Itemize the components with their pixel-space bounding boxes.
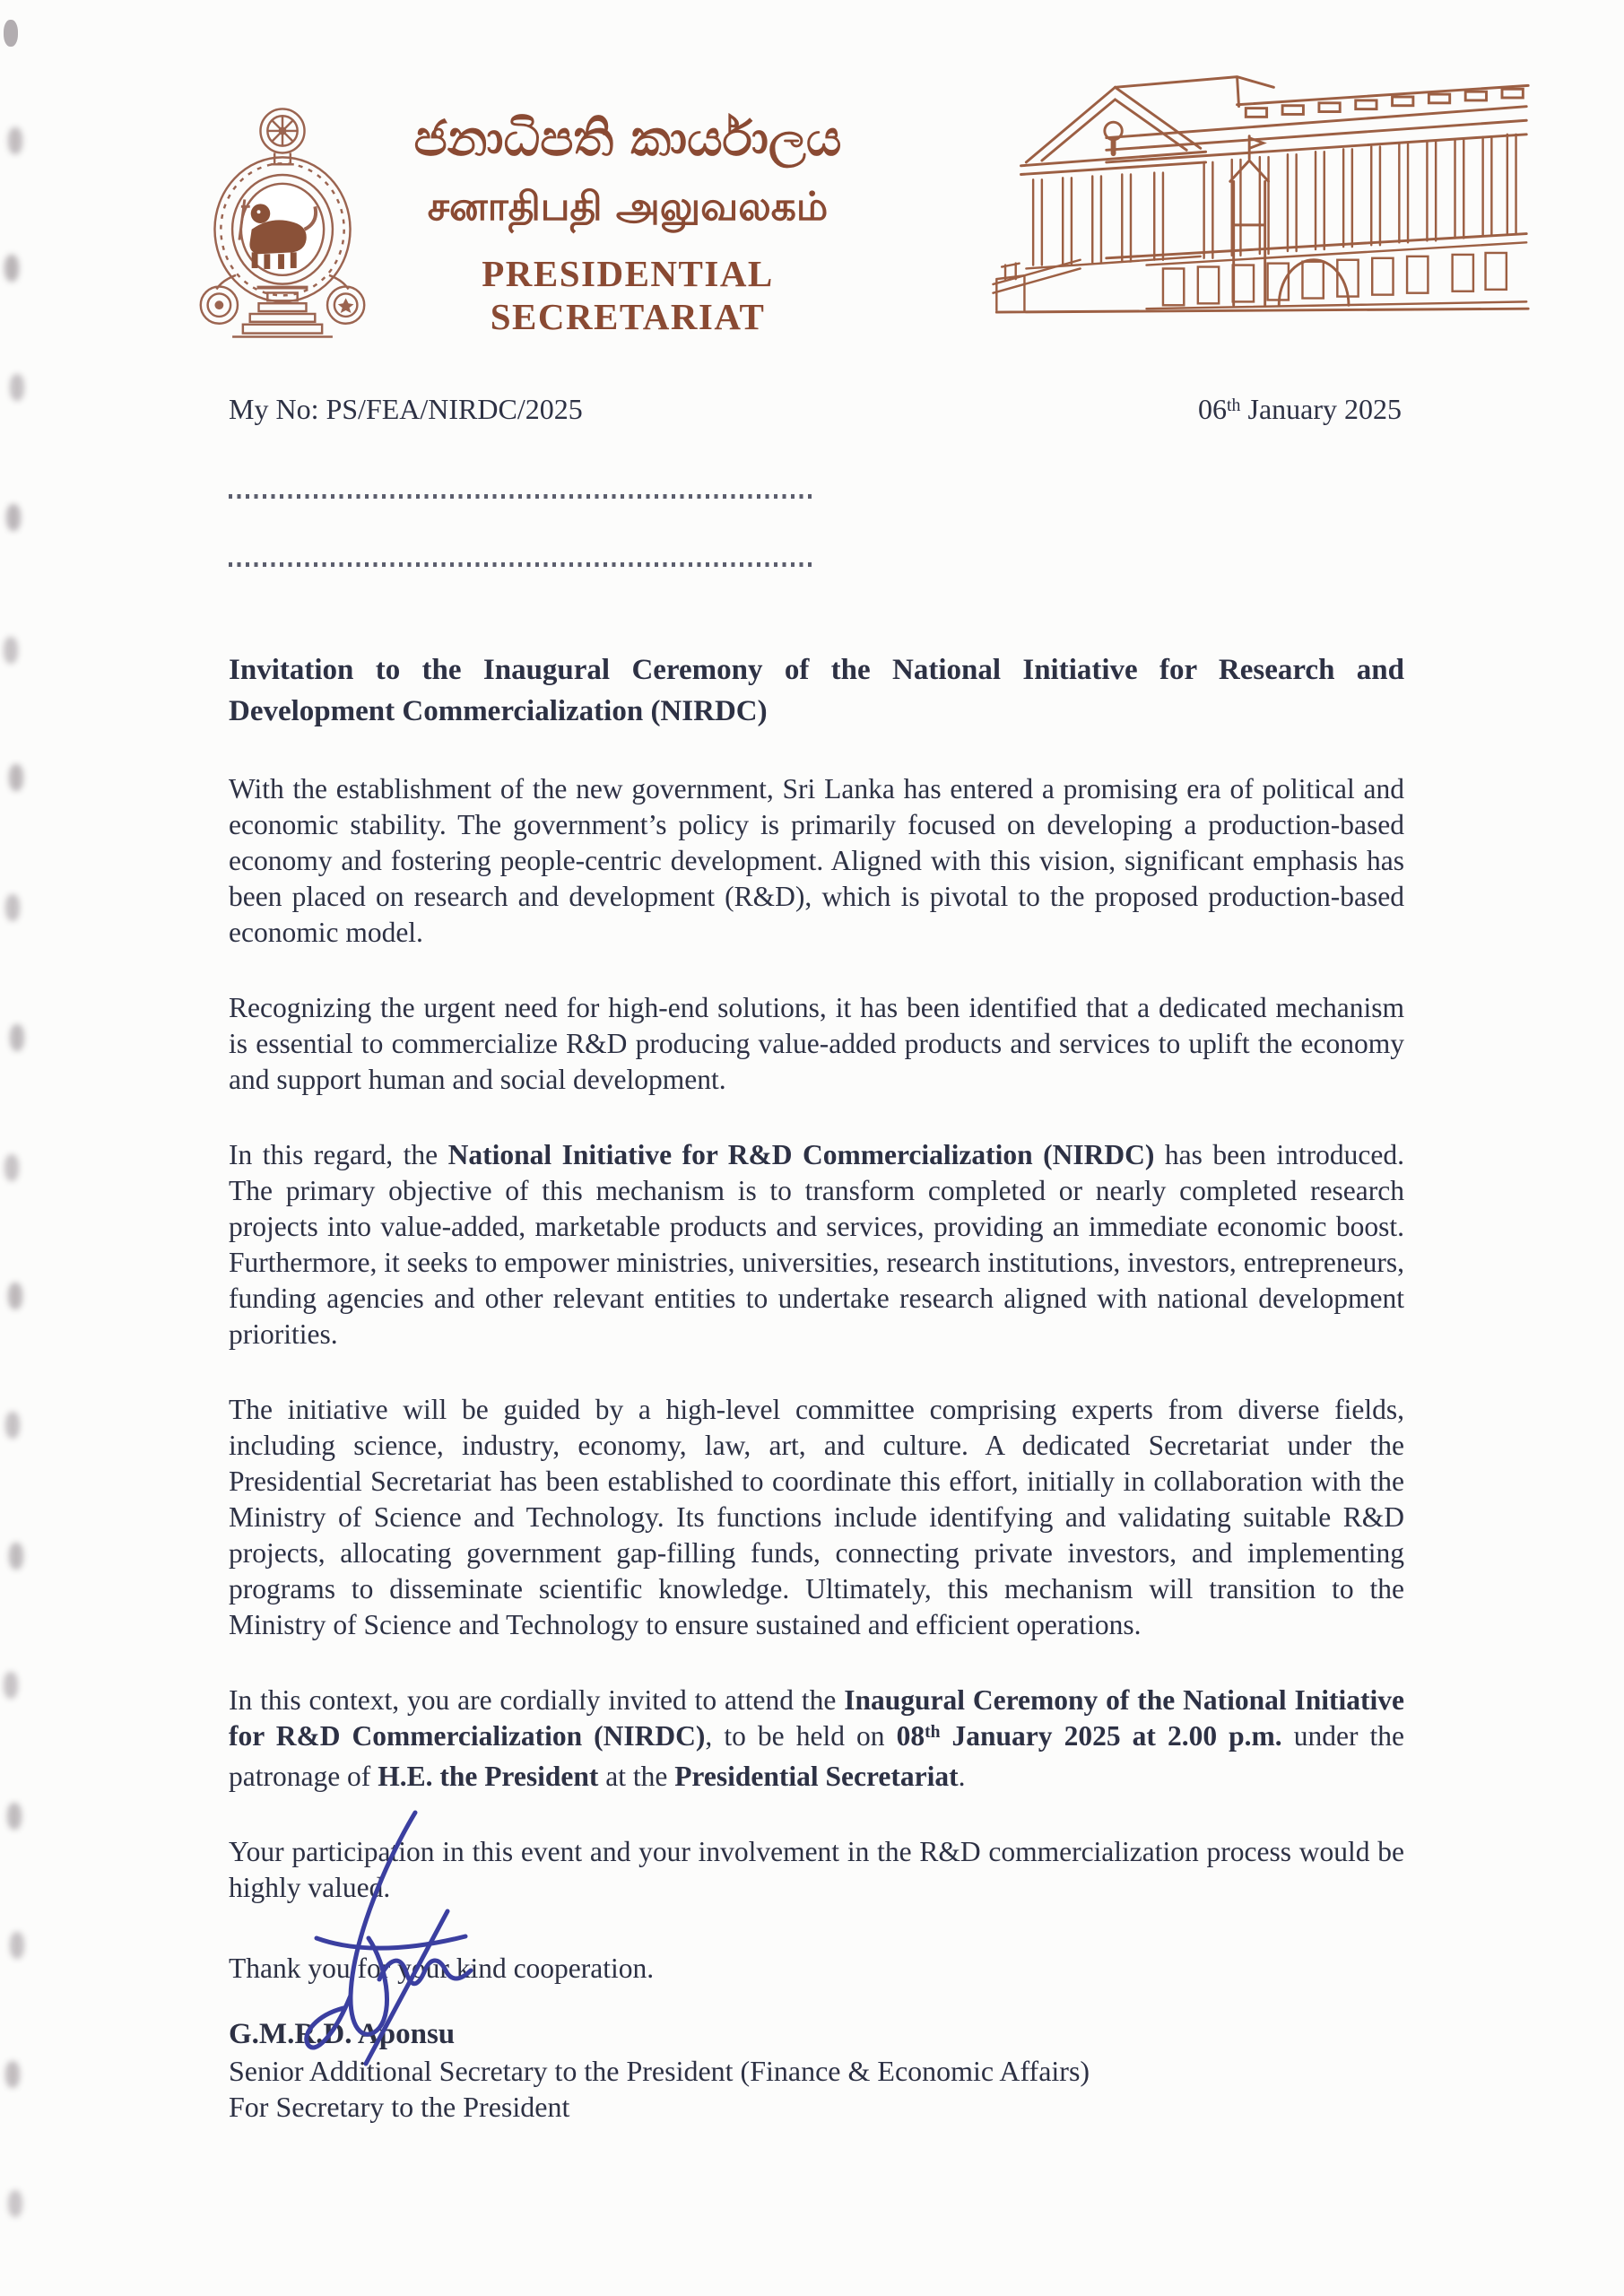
office-name-english: PRESIDENTIAL SECRETARIAT	[482, 252, 774, 337]
addressee-line-1	[229, 493, 816, 499]
signatory-title-2: For Secretary to the President	[229, 2091, 570, 2123]
dharmachakra-wheel-icon	[260, 109, 304, 152]
closing-thanks: Thank you for your kind cooperation.	[229, 1952, 655, 1984]
addressee-line-2	[229, 561, 816, 567]
building-sketch-icon	[976, 50, 1533, 330]
sri-lanka-emblem-icon	[190, 97, 375, 344]
letterhead	[0, 0, 1624, 377]
body-paragraph: The initiative will be guided by a high-level committee comprising experts from diverse fields, including science, industry, economy, law, art, and culture. A dedicated Secretariat under the Presidential Secretariat has been established to coordinate this effort, initially in collaboration with the Ministry of Science and Technology. Its functions include identifying and validating suitable R&D projects, allocating government gap-filling funds, connecting private investors, and implementing programs to disseminate scientific knowledge. Ultimately, this mechanism will transition to the Ministry of Science and Technology to ensure sustained and efficient operations.	[229, 1394, 1404, 1640]
letter-body	[229, 453, 1404, 2125]
letterhead-titles	[357, 109, 899, 338]
body-paragraph: Recognizing the urgent need for high-end solutions, it has been identified that a dedicated mechanism is essential to commercialize R&D producing value-added products and services to uplift the economy and support human and social development.	[229, 992, 1404, 1095]
reference-number: My No: PS/FEA/NIRDC/2025	[229, 393, 583, 425]
sun-disc-icon	[201, 287, 238, 324]
body-paragraph: In this context, you are cordially invited to attend the Inaugural Ceremony of the National Initiative for R&D Commercialization (NIRDC), to be held on 08th January 2025 at 2.00 p.m. under the patronage of H.E. the President at the Presidential Secretariat.	[229, 1684, 1405, 1792]
reference-row	[229, 393, 1402, 426]
body-paragraph: In this regard, the National Initiative for R&D Commercialization (NIRDC) has been introduced. The primary objective of this mechanism is to transform completed or nearly completed research projects into value-added, marketable products and services, providing an immediate economic boost. Furthermore, it seeks to empower ministries, universities, research institutions, investors, entrepreneurs, funding agencies and other relevant entities to undertake research aligned with national development priorities.	[229, 1139, 1404, 1350]
ground-line	[996, 309, 1528, 312]
signatory-title-1: Senior Additional Secretary to the President (Finance & Economic Affairs)	[229, 2055, 1090, 2087]
pedestal	[232, 288, 333, 337]
letter-date: 06th January 2025	[1198, 393, 1402, 425]
body-paragraph: Your participation in this event and your involvement in the R&D commercialization process would be highly valued.	[229, 1836, 1404, 1903]
subject-heading: Invitation to the Inaugural Ceremony of the National Initiative for Research and Development Commercialization (NIRDC)	[229, 654, 1404, 727]
body-paragraph: With the establishment of the new government, Sri Lanka has entered a promising era of political and economic stability. The government’s policy is primarily focused on developing a production-based economy and fostering people-centric development. Aligned with this vision, significant emphasis has been placed on research and development (R&D), which is pivotal to the proposed production-based economic model.	[229, 773, 1404, 948]
office-name-sinhala: ජනාධිපති කාර්යාලය	[413, 109, 842, 167]
signatory-name: G.M.R.D. Aponsu	[229, 2018, 456, 2050]
signature-block	[229, 2015, 1404, 2125]
office-name-tamil: சனாதிபதி அலுவலகம்	[427, 183, 829, 230]
